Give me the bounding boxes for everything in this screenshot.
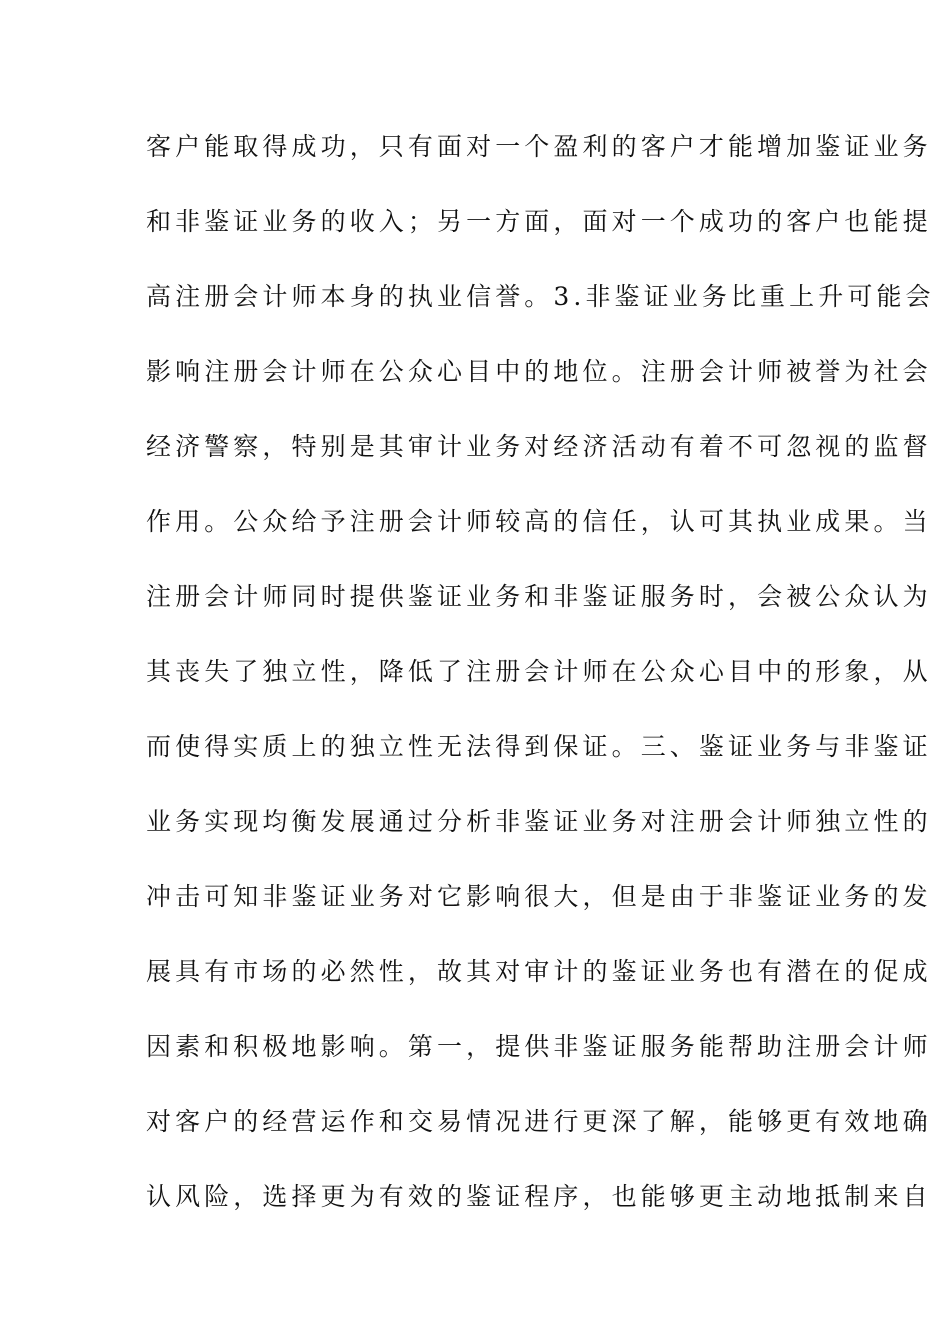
text-line: 冲击可知非鉴证业务对它影响很大，但是由于非鉴证业务的发	[146, 882, 932, 911]
text-line: 高注册会计师本身的执业信誉。3.非鉴证业务比重上升可能会	[146, 282, 935, 311]
text-line: 其丧失了独立性，降低了注册会计师在公众心目中的形象，从	[146, 657, 932, 686]
text-line: 作用。公众给予注册会计师较高的信任，认可其执业成果。当	[146, 507, 932, 536]
text-line: 认风险，选择更为有效的鉴证程序，也能够更主动地抵制来自	[146, 1182, 932, 1211]
text-line: 注册会计师同时提供鉴证业务和非鉴证服务时，会被公众认为	[146, 582, 932, 611]
text-line: 客户能取得成功，只有面对一个盈利的客户才能增加鉴证业务	[146, 132, 932, 161]
text-line: 因素和积极地影响。第一，提供非鉴证服务能帮助注册会计师	[146, 1032, 932, 1061]
text-line: 影响注册会计师在公众心目中的地位。注册会计师被誉为社会	[146, 357, 932, 386]
text-line: 业务实现均衡发展通过分析非鉴证业务对注册会计师独立性的	[146, 807, 932, 836]
body-text	[146, 131, 935, 1256]
text-line: 对客户的经营运作和交易情况进行更深了解，能够更有效地确	[146, 1107, 932, 1136]
text-line: 经济警察，特别是其审计业务对经济活动有着不可忽视的监督	[146, 432, 932, 461]
text-line: 而使得实质上的独立性无法得到保证。三、鉴证业务与非鉴证	[146, 732, 932, 761]
text-line: 展具有市场的必然性，故其对审计的鉴证业务也有潜在的促成	[146, 957, 932, 986]
text-line: 和非鉴证业务的收入；另一方面，面对一个成功的客户也能提	[146, 207, 932, 236]
